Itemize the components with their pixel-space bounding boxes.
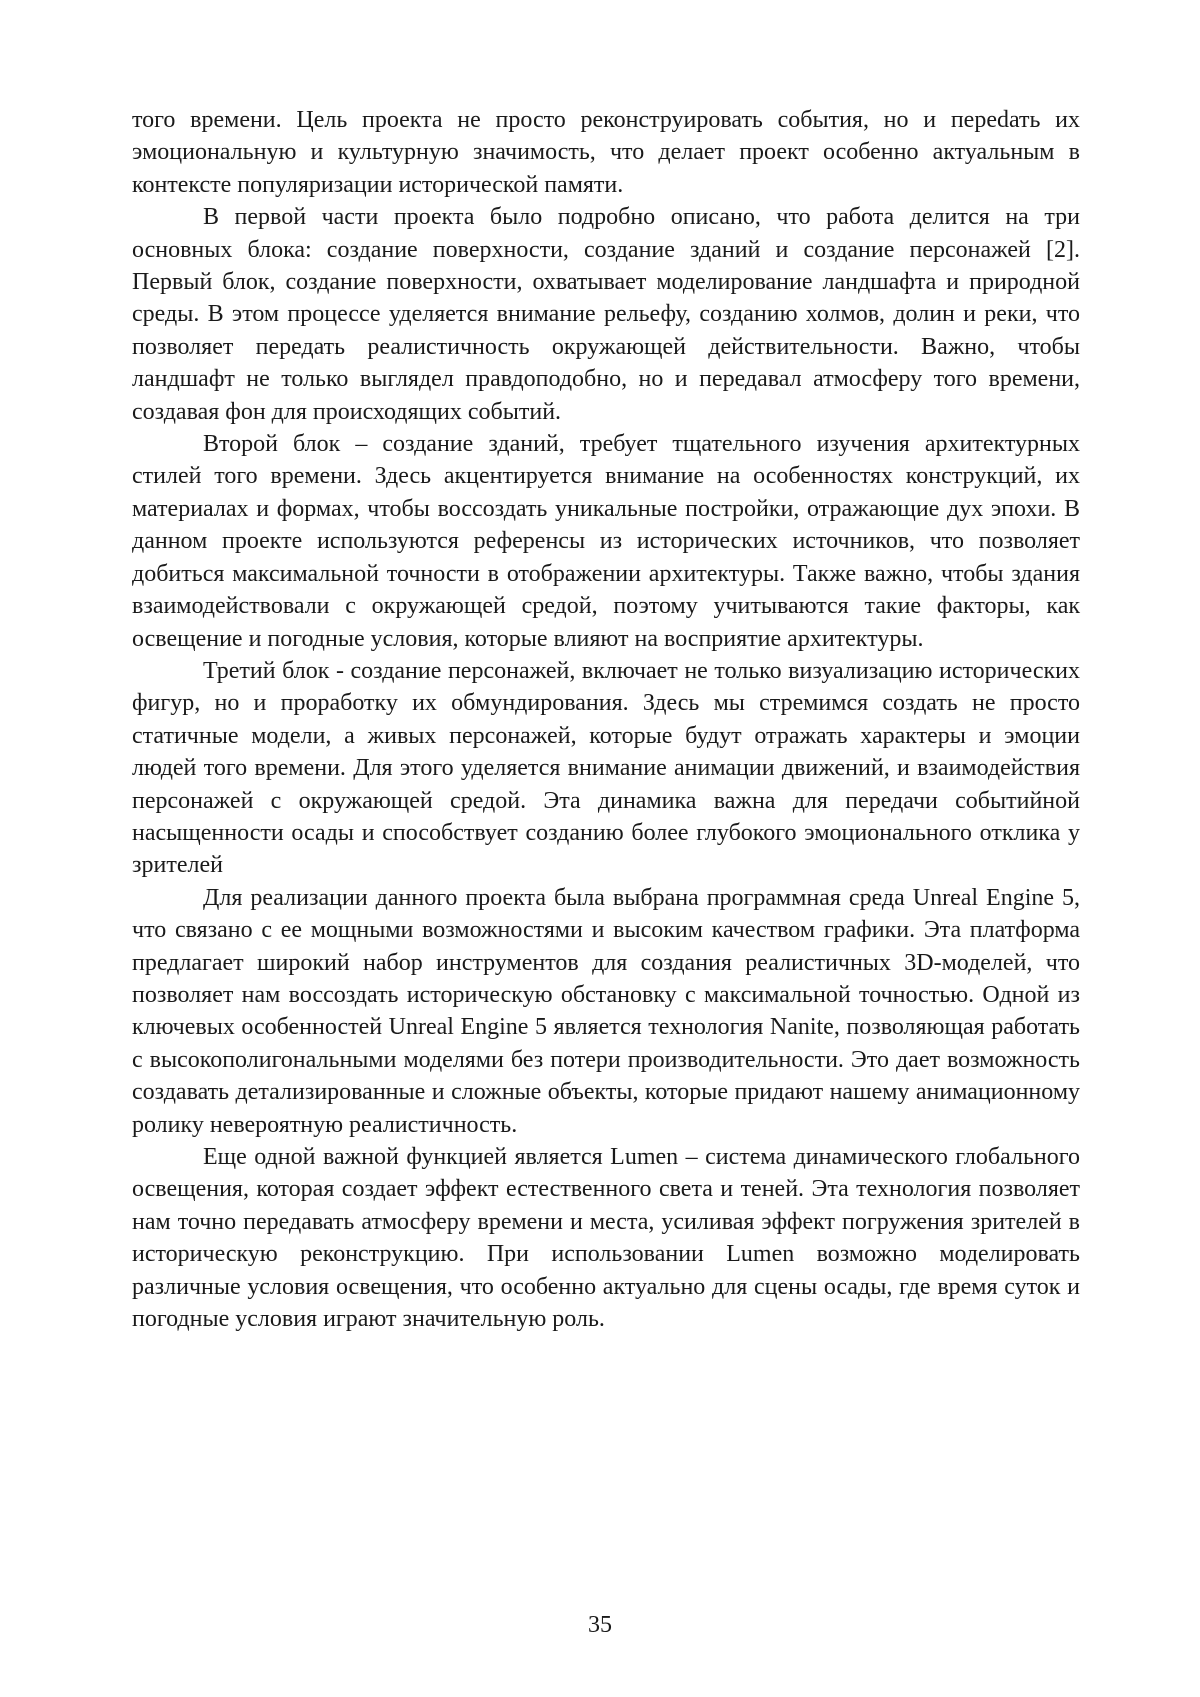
paragraph-continuation: того времени. Цель проекта не просто реконструировать события, но и переdать их эмоциональную и культурную значимость, что делает проект особенно актуальным в контексте популяризации исторической памяти. [132, 107, 1080, 198]
paragraph-unreal-engine: Для реализации данного проекта была выбрана программная среда Unreal Engine 5, что связано с ее мощными возможностями и высоким качеством графики. Эта платформа предлагает широкий набор инструментов для создания реалистичных 3D-моделей, что позволяет нам воссоздать историческую обстановку с максимальной точностью. Одной из ключевых особенностей Unreal Engine 5 является технология Nanite, позволяющая работать с высокополигональными моделями без потери производительности. Это дает возможность создавать детализированные и сложные объекты, которые придают нашему анимационному ролику невероятную реалистичность. [132, 884, 1080, 1138]
paragraph-project-blocks: В первой части проекта было подробно описано, что работа делится на три основных блока: создание поверхности, создание зданий и создание персонажей [2]. Первый блок, создание поверхности, охватывает моделирование ландшафта и природной среды. В этом процессе уделяется внимание рельефу, созданию холмов, долин и реки, что позволяет передать реалистичность окружающей действительности. Важно, чтобы ландшафт не только выглядел правдоподобно, но и передавал атмосферу того времени, создавая фон для происходящих событий. [132, 204, 1080, 425]
paragraph-lumen: Еще одной важной функцией является Lumen – система динамического глобального освещения, которая создает эффект естественного света и теней. Эта технология позволяет нам точно передавать атмосферу времени и места, усиливая эффект погружения зрителей в историческую реконструкцию. При использовании Lumen возможно моделировать различные условия освещения, что особенно актуально для сцены осады, где время суток и погодные условия играют значительную роль. [132, 1144, 1080, 1333]
paragraph-characters: Третий блок - создание персонажей, включает не только визуализацию исторических фигур, но и проработку их обмундирования. Здесь мы стремимся создать не просто статичные модели, а живых персонажей, которые будут отражать характеры и эмоции людей того времени. Для этого уделяется внимание анимации движений, и взаимодействия персонажей с окружающей средой. Эта динамика важна для передачи событийной насыщенности осады и способствует созданию более глубокого эмоционального отклика у зрителей [132, 657, 1080, 879]
paragraph-buildings: Второй блок – создание зданий, требует тщательного изучения архитектурных стилей того времени. Здесь акцентируется внимание на особенностях конструкций, их материалах и формах, чтобы воссоздать уникальные постройки, отражающие дух эпохи. В данном проекте используются референсы из исторических источников, что позволяет добиться максимальной точности в отображении архитектуры. Также важно, чтобы здания взаимодействовали с окружающей средой, поэтому учитываются такие факторы, как освещение и погодные условия, которые влияют на восприятие архитектуры. [132, 431, 1080, 652]
page-number: 35 [588, 1612, 612, 1638]
page-body [132, 104, 1080, 1335]
